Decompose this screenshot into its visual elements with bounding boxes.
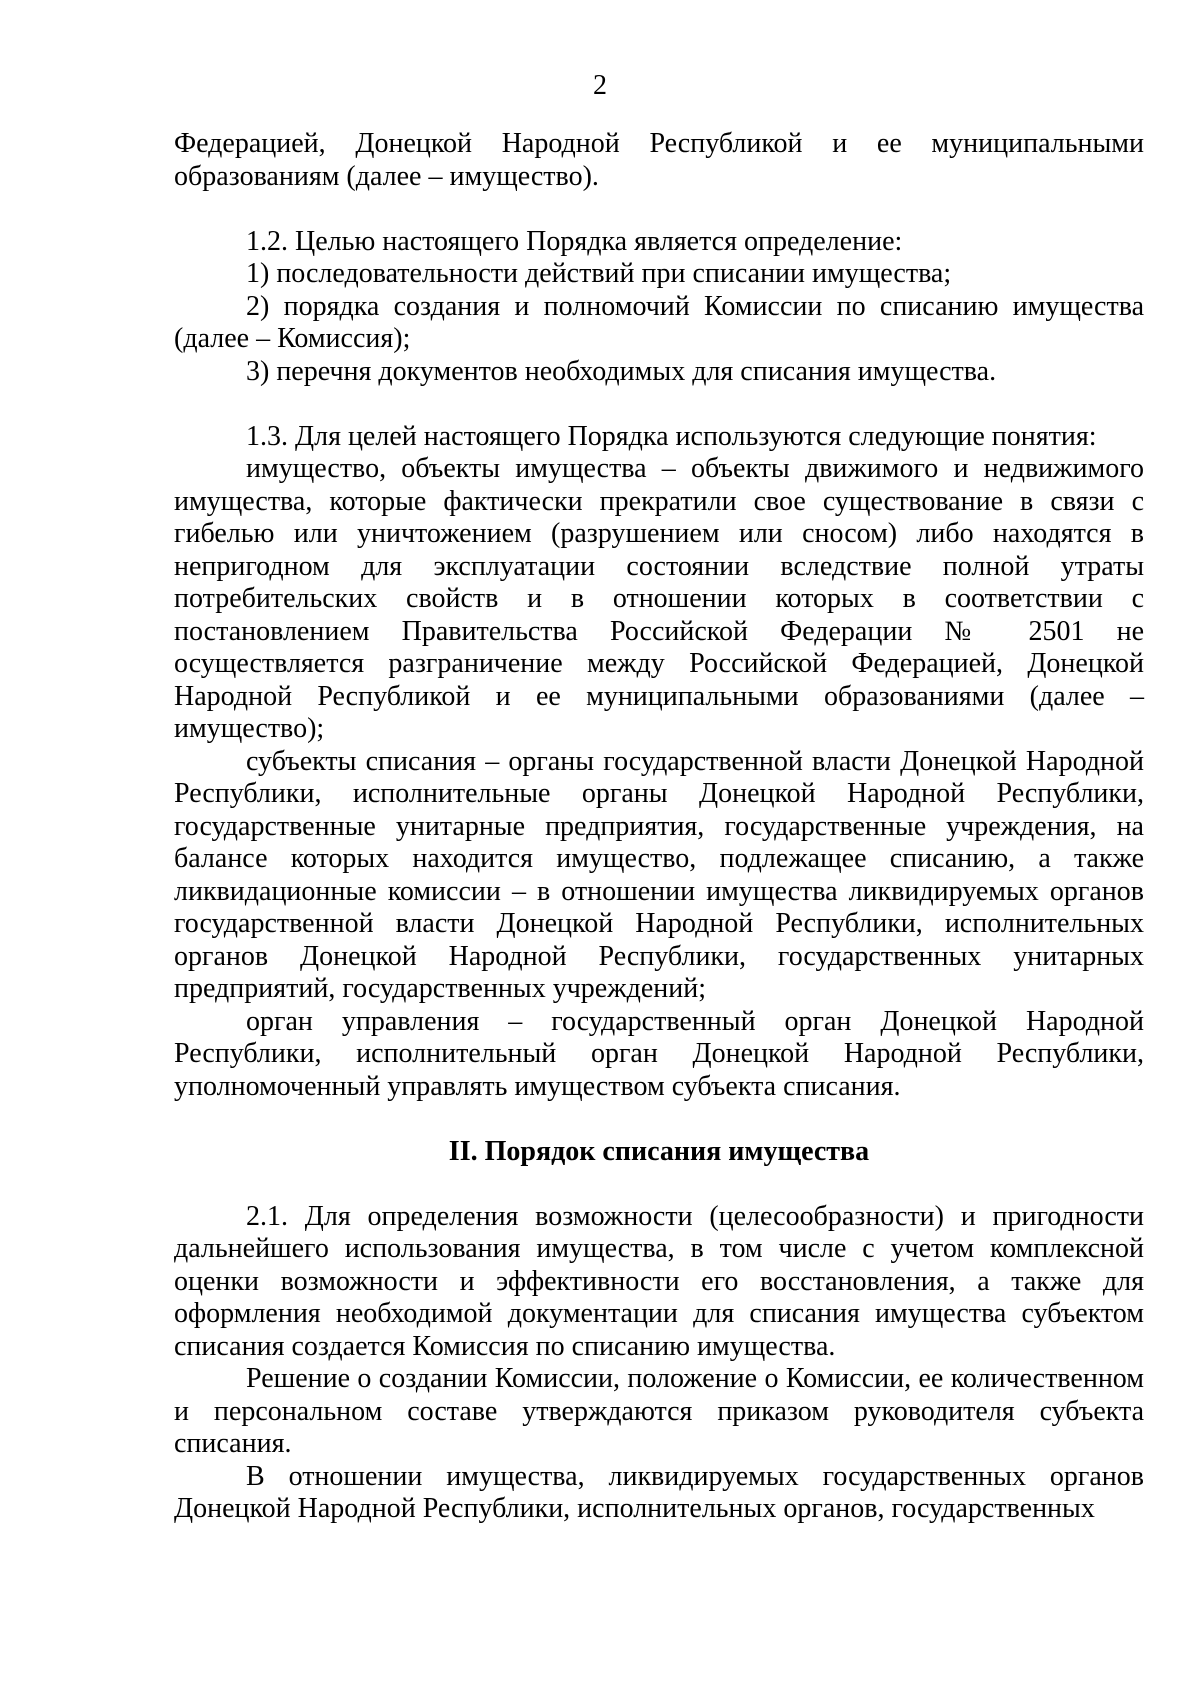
paragraph-1-3: 1.3. Для целей настоящего Порядка используются следующие понятия: [246,420,1097,452]
list-item-1: 1) последовательности действий при списании имущества; [246,258,952,289]
definition-management-body: орган управления – государственный орган Донецкой Народной Республики, исполнительный орган Донецкой Народной Республики, уполномоченный управлять имуществом субъекта списания. [174,1005,1144,1102]
list-item-2: 2) порядка создания и полномочий Комиссии по списанию имущества (далее – Комиссия); [174,290,1144,354]
definition-property: имущество, объекты имущества – объекты движимого и недвижимого имущества, которые фактически прекратили свое существование в связи с гибелью или уничтожением (разрушением или сносом) либо находятся в непригодном для эксплуатации состоянии вследствие полной утраты потребительских свойств и в отношении которых в соответствии с постановлением Правительства Российской Федерации № 2501 не осуществляется разграничение между Российской Федерацией, Донецкой Народной Республикой и ее муниципальными образованиями (далее – имущество); [174,453,1144,744]
spacer [174,193,1144,226]
section-heading: II. Порядок списания имущества [448,1135,870,1167]
paragraph-liquidated-bodies: В отношении имущества, ликвидируемых государственных органов Донецкой Народной Республики, исполнительных органов, государственных [174,1460,1144,1524]
document-body [174,128,1144,1526]
paragraph-2-1: 2.1. Для определения возможности (целесообразности) и пригодности дальнейшего использования имущества, в том числе с учетом комплексной оценки возможности и эффективности его восстановления, а также для оформления необходимой документации для списания имущества субъектом списания создается Комиссия по списанию имущества. [174,1200,1144,1362]
definition-subjects: субъекты списания – органы государственной власти Донецкой Народной Республики, исполнительные органы Донецкой Народной Республики, государственные унитарные предприятия, государственные учреждения, на балансе которых находится имущество, подлежащее списанию, а также ликвидационные комиссии – в отношении имущества ликвидируемых органов государственной власти Донецкой Народной Республики, исполнительных органов Донецкой Народной Республики, государственных унитарных предприятий, государственных учреждений; [174,745,1144,1004]
paragraph-commission-decision: Решение о создании Комиссии, положение о Комиссии, ее количественном и персональном составе утверждаются приказом руководителя субъекта списания. [174,1363,1144,1459]
spacer [174,1168,1144,1201]
list-item-3: 3) перечня документов необходимых для списания имущества. [246,355,997,387]
paragraph-1-2: 1.2. Целью настоящего Порядка является определение: [246,225,903,257]
spacer [174,1103,1144,1136]
paragraph-continuation: Федерацией, Донецкой Народной Республикой и ее муниципальными образованиям (далее – имущество). [174,128,1144,192]
spacer [174,388,1144,421]
page-number: 2 [593,70,607,101]
